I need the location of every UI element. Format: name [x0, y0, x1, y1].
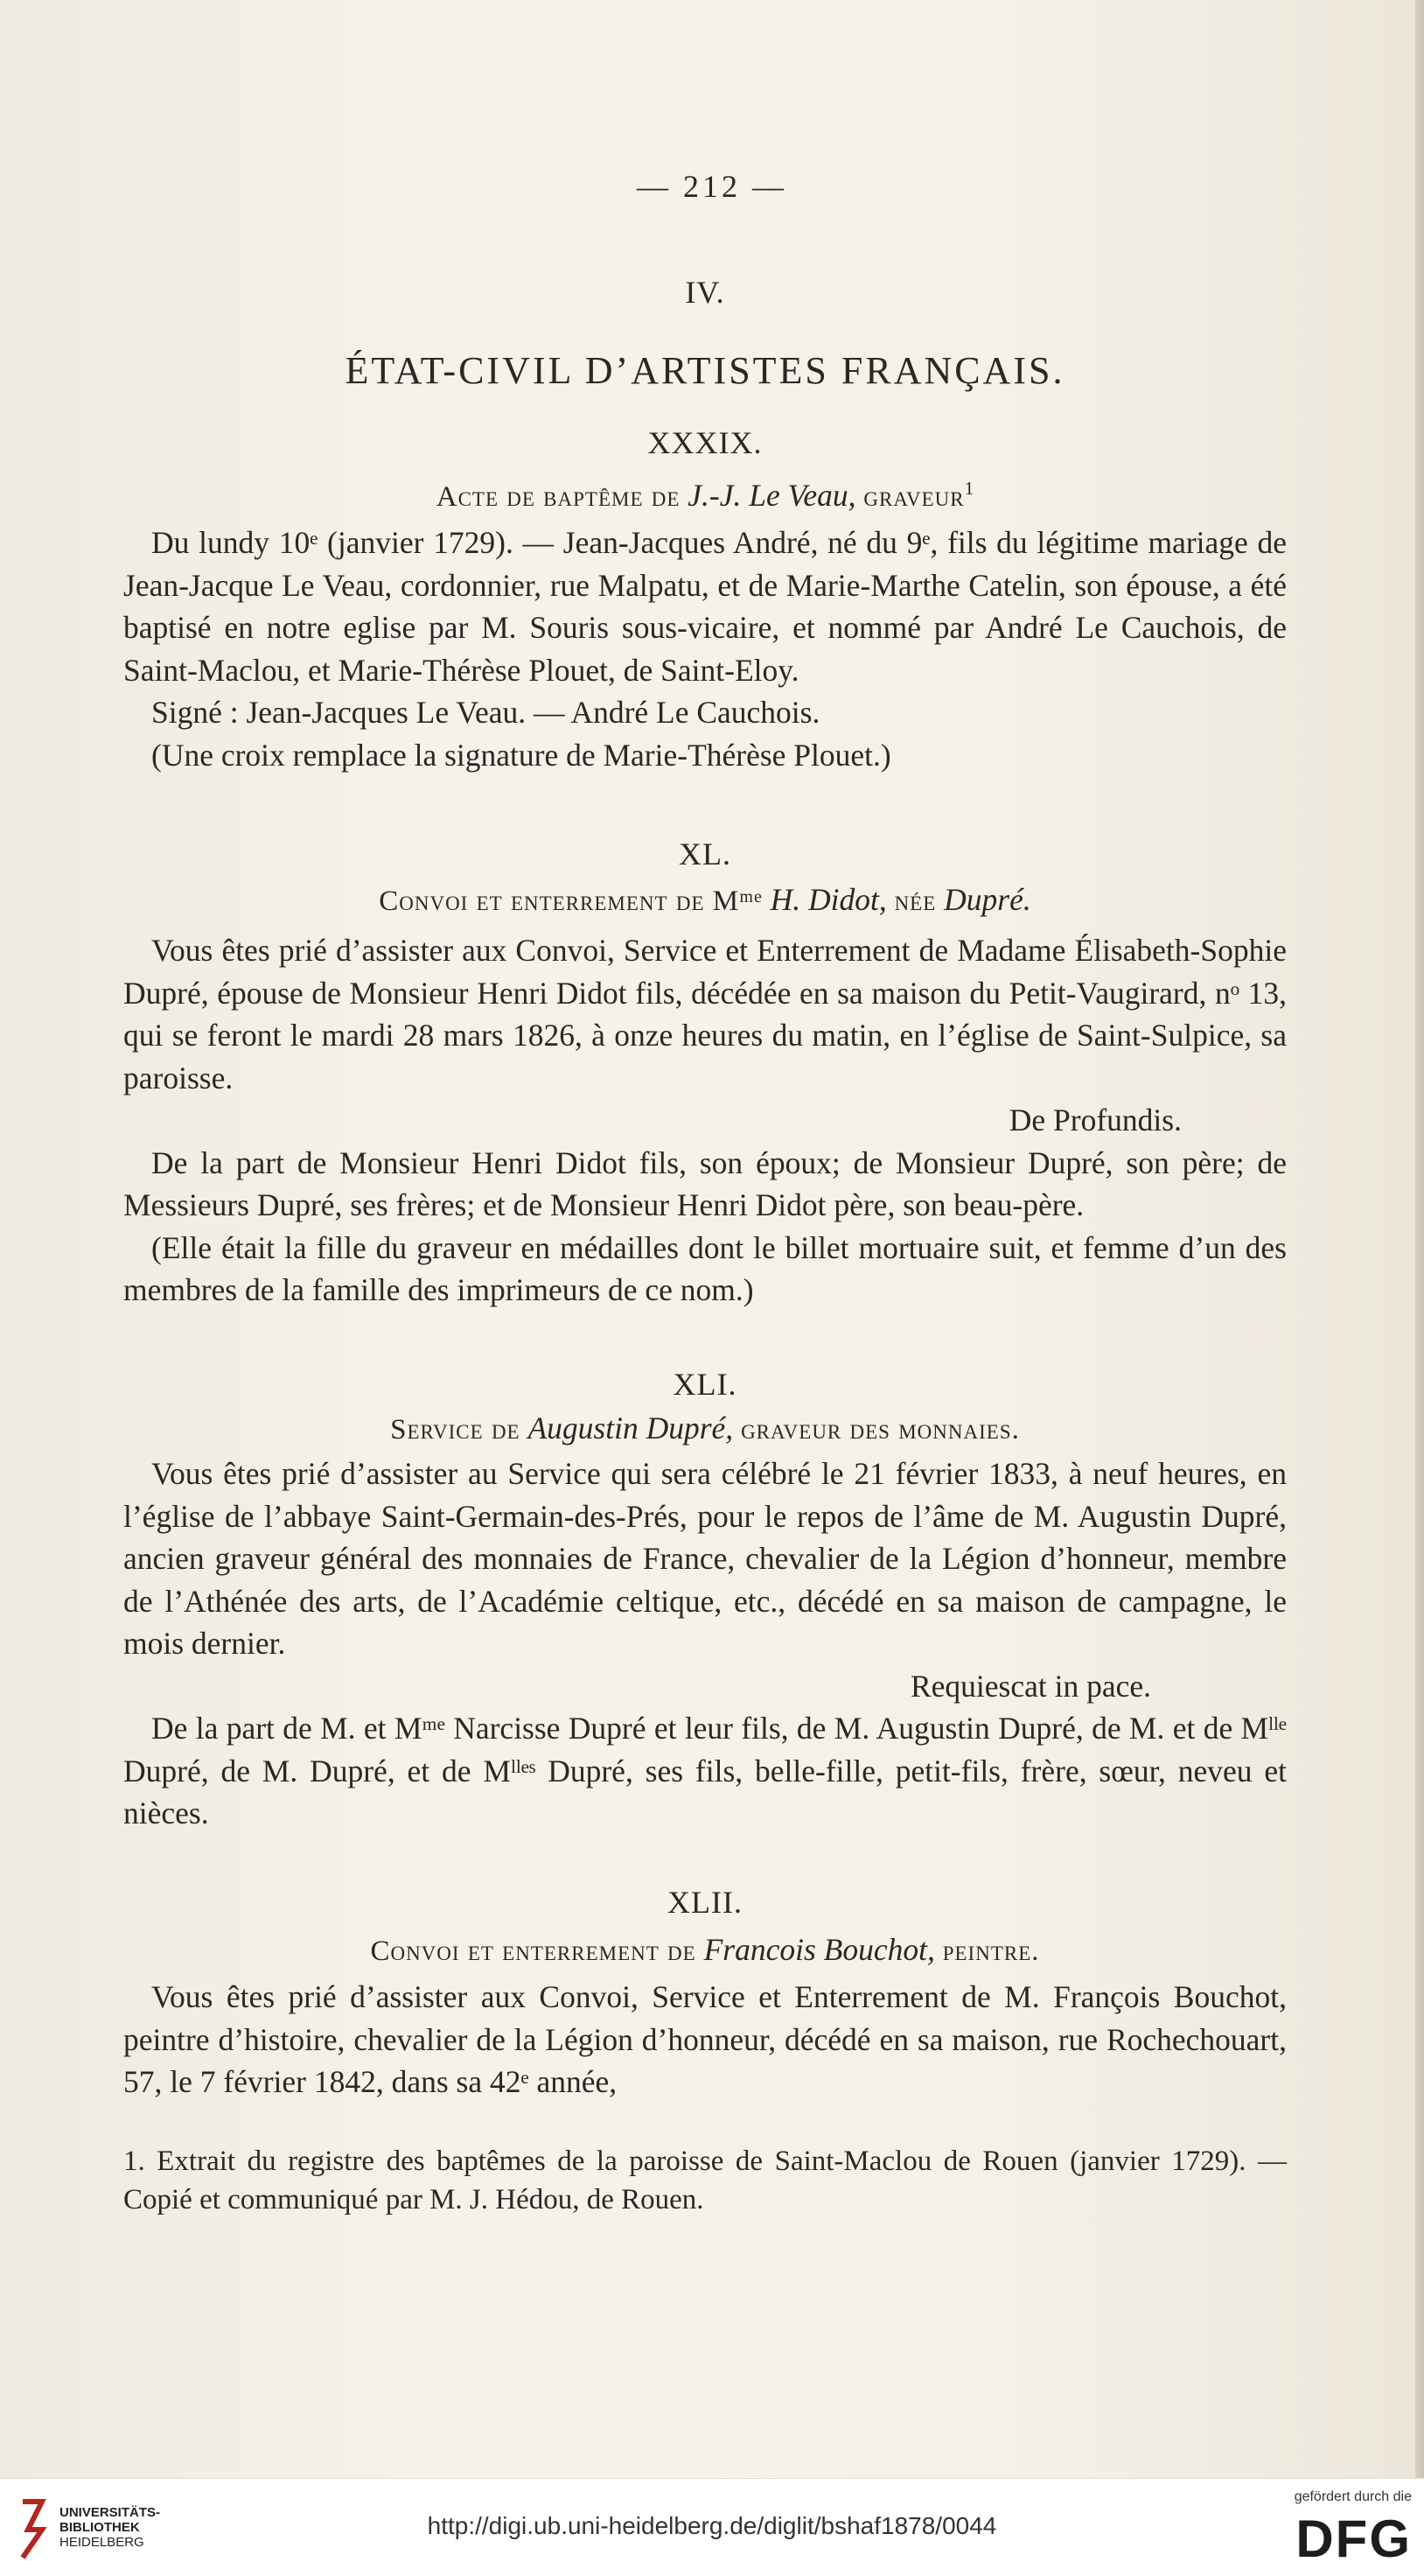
- page-edge: [1415, 0, 1424, 2478]
- paragraph: Signé : Jean-Jacques Le Veau. — André Le Cauchois.: [151, 695, 820, 730]
- paragraph: (Une croix remplace la signature de Marie-Thérèse Plouet.): [151, 737, 891, 773]
- entry-heading: Service de Augustin Dupré, graveur des monnaies.: [390, 1410, 1020, 1446]
- viewer-footer: [0, 2478, 1424, 2576]
- institution-name: UNIVERSITÄTS- BIBLIOTHEK HEIDELBERG: [59, 2505, 161, 2550]
- paragraph: Requiescat in pace.: [910, 1668, 1151, 1704]
- paragraph: Vous êtes prié d’assister aux Convoi, Service et Enterrement de Madame Élisabeth-Sophie Dupré, épouse de Monsieur Henri Didot fils, décédée en sa maison du Petit-Vaugirard, nᵒ 13, qui se feront le mardi 28 mars 1826, à onze heures du matin, en l’église de Saint-Sulpice, sa paroisse.: [123, 933, 1287, 1096]
- dfg-logo: DFG: [1295, 2510, 1412, 2568]
- entry-heading: Convoi et enterrement de Mᵐᵉ H. Didot, née Dupré.: [379, 882, 1031, 917]
- entry-heading: Acte de baptême de J.-J. Le Veau, graveur$^1$: [436, 478, 974, 513]
- entry-body: [123, 1452, 1287, 1835]
- entry-heading: Convoi et enterrement de Francois Bouchot, peintre.: [370, 1932, 1040, 1967]
- entry-number: XXXIX.: [647, 425, 763, 460]
- paragraph: Vous êtes prié d’assister au Service qui sera célébré le 21 février 1833, à neuf heures, en l’église de l’abbaye Saint-Germain-des-Prés, pour le repos de l’âme de M. Augustin Dupré, ancien graveur général des monnaies de France, chevalier de la Légion d’honneur, membre de l’Athénée des arts, de l’Académie celtique, etc., décédé en sa maison de campagne, le mois dernier.: [123, 1456, 1287, 1661]
- permalink[interactable]: http://digi.ub.uni-heidelberg.de/diglit/bshaf1878/0044: [427, 2512, 997, 2539]
- entry-body: [123, 522, 1287, 776]
- entry-number: XLII.: [667, 1885, 743, 1920]
- paragraph: De la part de M. et Mᵐᵉ Narcisse Dupré et leur fils, de M. Augustin Dupré, de M. et de Mˡˡᵉ Dupré, de M. Dupré, et de Mˡˡᵉˢ Dupré, ses fils, belle-fille, petit-fils, frère, sœur, neveu et nièces.: [123, 1711, 1287, 1830]
- page-number: — 212 —: [637, 169, 787, 204]
- entry-body: [123, 1976, 1287, 2104]
- funder-caption: gefördert durch die: [1294, 2489, 1412, 2504]
- entry-body: [123, 929, 1287, 1312]
- entry-number: XL.: [679, 836, 731, 872]
- paragraph: Vous êtes prié d’assister aux Convoi, Service et Enterrement de M. François Bouchot, peintre d’histoire, chevalier de la Légion d’honneur, décédé en sa maison, rue Rochechouart, 57, le 7 février 1842, dans sa 42ᵉ année,: [123, 1979, 1287, 2099]
- footnote-marker: 1: [964, 478, 974, 500]
- entry-number: XLI.: [673, 1367, 737, 1402]
- footnote: 1. Extrait du registre des baptêmes de la paroisse de Saint-Maclou de Rouen (janvier 1729). — Copié et communiqué par M. J. Hédou, de Rouen.: [123, 2146, 1287, 2216]
- paragraph: De Profundis.: [1009, 1102, 1182, 1138]
- section-number: IV.: [685, 275, 725, 310]
- paragraph: Du lundy 10ᵉ (janvier 1729). — Jean-Jacques André, né du 9ᵉ, fils du légitime mariage de Jean-Jacque Le Veau, cordonnier, rue Malpatu, et de Marie-Marthe Catelin, son épouse, a été baptisé en notre eglise par M. Souris sous-vicaire, et nommé par André Le Cauchois, de Saint-Maclou, et Marie-Thérèse Plouet, de Saint-Eloy.: [123, 525, 1287, 688]
- paragraph: De la part de Monsieur Henri Didot fils, son époux; de Monsieur Dupré, son père; de Messieurs Dupré, ses frères; et de Monsieur Henri Didot père, son beau-père.: [123, 1144, 1287, 1222]
- paragraph: (Elle était la fille du graveur en médailles dont le billet mortuaire suit, et femme d’un des membres de la famille des imprimeurs de ce nom.): [123, 1229, 1287, 1307]
- section-title: ÉTAT-CIVIL D’ARTISTES FRANÇAIS.: [345, 349, 1065, 392]
